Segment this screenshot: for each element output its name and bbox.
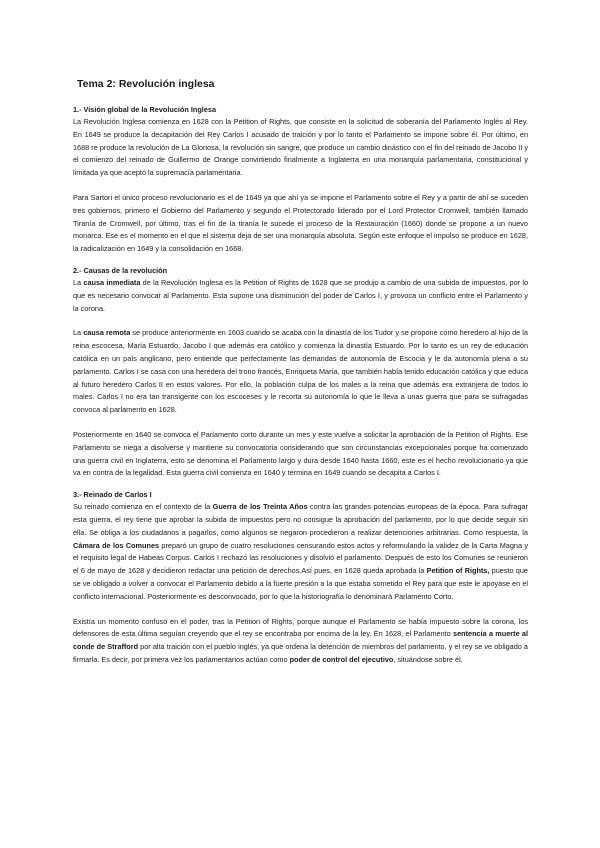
page-title: Tema 2: Revolución inglesa [77, 78, 215, 90]
section-2-paragraph-1: La causa inmediata de la Revolución Inglesa es la Petition of Rights de 1628 que se produjo a cambio de una subida de impuestos, por lo que es necesario convocar al Parlamento. Esta supone una disminución del poder de Carlos I, y provoca un conflicto entre el Parlamento y la corona. [73, 277, 529, 313]
bold-poder-control: poder de control del ejecutivo [289, 654, 394, 664]
section-1-paragraph-1: La Revolución Inglesa comienza en 1628 con la Petition of Rights, que consiste en la solicitud de soberanía del Parlamento Inglés al Rey. En 1649 se produce la decapitación del Rey Carlos I acusado de traición y por lo tanto el Parlamento se impone sobre él. Por último, en 1688 re produce la revolución de La Gloriosa, la revolución sin sangre, que produce un cambio dinástico con el fin del reinado de Jacobo II y el comienzo del reinado de Guillermo de Orange convirtiendo finalmente a Inglaterra en una monarquía parlamentaria, constitucional y limitada ya que aceptó la supremacía parlamentaria. [73, 117, 528, 178]
bold-camara-comunes: Cámara de los Comunes [73, 540, 160, 550]
section-2-paragraph-2: La causa remota se produce anteriormente en 1603 cuando se acaba con la dinastía de los Tudor y se propone como heredero al hijo de la reina escocesa, María Estuardo, Jacobo I que además era católico y comienza la dinastía Estuardo. Por lo tanto es un rey de educación católica en un país anglicano, pero entiende que perfectamente las demandas de autonomía de Escocia y le da autonomía plena a su parlamento. Carlos I se casa con una heredera del trono francés, Enriqueta María, que también había tenido educación católica y que educa al futuro heredero Carlos II en estos valores. Por ello, la población culpa de los males a la reina que además era extranjera de todos lo males. Carlos I no era tan transigente con los escoceses y le recorta su autonomía lo que le lleva a unas guerra que para se sufragadas convoca al parlamento en 1628. [73, 328, 528, 415]
bold-causa-inmediata: causa inmediata [83, 277, 141, 287]
section-3-paragraph-1: Su reinado comienza en el contexto de la Guerra de los Treinta Años contra las grandes potencias europeas de la época. Para sufragar esta guerra, el rey tiene que aprobar la subida de impuestos pero no consigue la aprobación del parlamento, por lo que decide seguir sin ella. Se obliga a los ciudadanos a pagarlos, como algunos se negaron procedieron a realizar detenciones arbitrarias. Como respuesta, la Cámara de los Comunes preparó un grupo de cuatro resoluciones censurando estos actos y reformulando la validez de la Carta Magna y el requisito legal de Habeas Corpus. Carlos I rechazó las resoluciones y disolvió el parlamento. Después de esto los Comunes se reunieron el 6 de mayo de 1628 y decidieron redactar una petición de derechos.Así pues, en 1628 queda aprobada la Petition of Rights, puesto que se ve obligado a volver a convocar el Parlamento debido a la fuerte presión a la que estaba sometido el Rey para que este le apoyase en el conflicto internacional. Posteriormente es desconvocado, por lo que la historiografía lo denominará Parlamento Corto. [73, 502, 528, 601]
bold-petition-of-rights: Petition of Rights, [426, 566, 490, 576]
section-2-heading: 2.- Causas de la revolución [73, 265, 168, 275]
section-3-heading: 3.- Reinado de Carlos I [73, 490, 152, 500]
section-3-paragraph-2: Existía un momento confuso en el poder, tras la Petition of Rights, porque aunque el Parlamento se había impuesto sobre la corona, los defensores de esta última seguían creyendo que el rey se encontraba por encima de la ley. En 1628, el Parlamento sentencia a muerte al conde de Strafford por alta traición con el pueblo inglés, ya que ordena la detención de miembros del parlamento, y el rey se ve obligado a firmarla. Es decir, por primera vez los parlamentarios actúan como poder de control del ejecutivo, situándose sobre él. [73, 616, 528, 664]
section-1-paragraph-2: Para Sartori el único proceso revolucionario es el de 1649 ya que ahí ya se impone el Parlamento sobre el Rey y a partir de ahí se suceden tres gobiernos, primero el Gobierno del Parlamento y segundo el Protectorado liderado por el Lord Protector Cromwell, también llamado Tiranía de Cromwell, por último, tras el fin de la tiranía le sucede el proceso de la Restauración (1660) donde se propone a un nuevo monarca. Ese es el momento en el que el sistema deja de ser una monarquía absoluta. Según este enfoque el impulso se produce en 1628, la radicalización en 1649 y la consolidación en 1668. [73, 192, 528, 254]
bold-guerra-treinta-anos: Guerra de los Treinta Años [212, 502, 308, 512]
bold-sentencia-strafford: sentencia a muerte al conde de Strafford [73, 629, 528, 652]
document-content [73, 78, 528, 667]
section-2-paragraph-3: Posteriormente en 1640 se convoca el Parlamento corto durante un mes y este vuelve a solicitar la aprobación de la Petition of Rights. Ese Parlamento se niega a disolverse y mantiene su convocatoria considerando que son circunstancias excepcionales porque ha comenzado una guerra civil en Inglaterra, esto se denomina el Parlamento largo y dura desde 1640 hasta 1660, este es el hecho revolucionario ya que va en contra de la legalidad. Esta guerra civil comienza en 1640 y termina en 1649 cuando se decapita a Carlos I. [73, 429, 528, 478]
bold-causa-remota: causa remota [83, 328, 131, 338]
section-1-heading: 1.- Visión global de la Revolución Inglesa [73, 105, 216, 114]
